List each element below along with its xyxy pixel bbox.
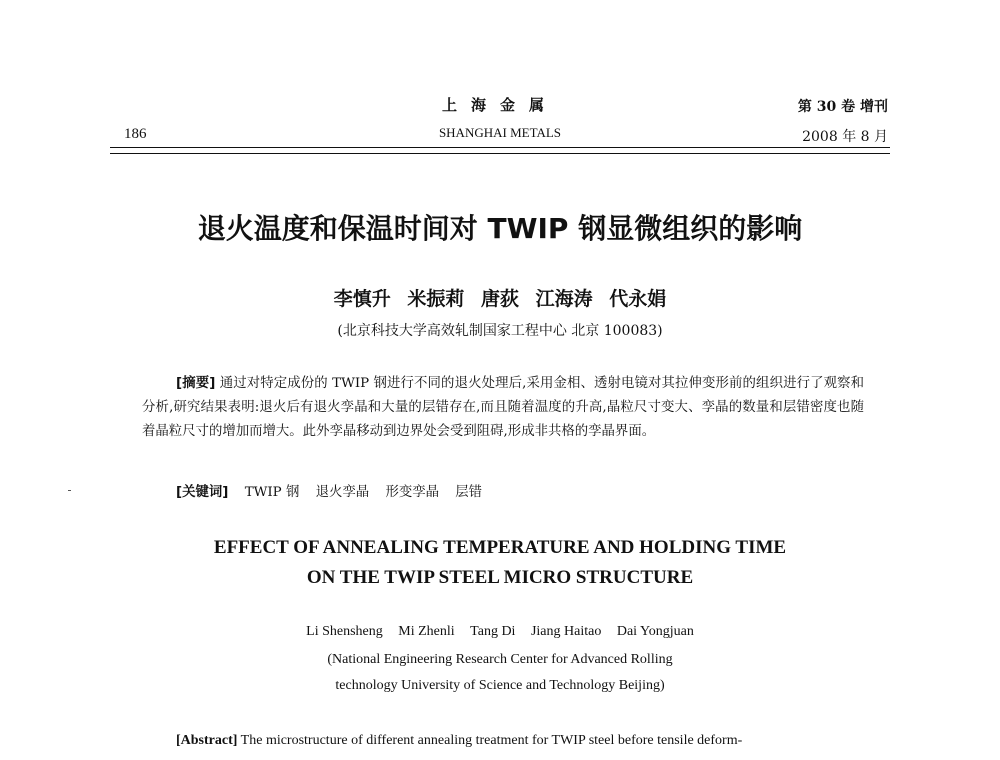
journal-name-en: SHANGHAI METALS bbox=[438, 125, 562, 140]
volume-info: 第 30 卷 增刊 bbox=[797, 99, 888, 115]
keywords-cn bbox=[176, 481, 482, 500]
abstract-en-text: The microstructure of different annealing treatment for TWIP steel before tensile deform- bbox=[240, 733, 743, 748]
authors-en bbox=[0, 624, 1000, 640]
keywords-cn-label: [关键词] bbox=[176, 485, 229, 500]
author-en: Jiang Haitao bbox=[530, 624, 602, 639]
author-en: Mi Zhenli bbox=[398, 624, 455, 639]
page-number: 186 bbox=[124, 126, 147, 142]
author-en: Li Shensheng bbox=[306, 624, 383, 639]
author-en: Tang Di bbox=[470, 624, 516, 639]
paper-title-cn: 退火温度和保温时间对 TWIP 钢显微组织的影响 bbox=[197, 212, 803, 245]
paper-title-en-line1: EFFECT OF ANNEALING TEMPERATURE AND HOLDING TIME bbox=[213, 537, 787, 558]
affiliation-en-line1: (National Engineering Research Center for Advanced Rolling bbox=[327, 652, 673, 667]
keyword: TWIP 钢 bbox=[244, 485, 300, 500]
authors-cn: 李慎升 米振莉 唐荻 江海涛 代永娟 bbox=[333, 288, 667, 310]
author-en: Dai Yongjuan bbox=[616, 624, 694, 639]
issue-date: 2008 年 8 月 bbox=[802, 129, 888, 145]
affiliation-cn: (北京科技大学高效轧制国家工程中心 北京 100083) bbox=[337, 323, 663, 339]
journal-name-cn: 上海金属 bbox=[441, 96, 558, 114]
keyword: 退火孪晶 bbox=[315, 485, 370, 500]
keyword: 形变孪晶 bbox=[385, 485, 439, 500]
abstract-cn-text: 通过对特定成份的 TWIP 钢进行不同的退火处理后,采用金相、透射电镜对其拉伸变形前的组织进行了观察和分析,研究结果表明:退火后有退火孪晶和大量的层错存在,而且随着温度的升高,晶粒尺寸变大、孪晶的数量和层错密度也随着晶粒尺寸的增加而增大。此外孪晶移动到边界处会受到阻碍,形成非共格的孪晶界面。 bbox=[142, 376, 864, 439]
affiliation-en-line2: technology University of Science and Technology Beijing) bbox=[335, 678, 665, 693]
abstract-cn bbox=[142, 372, 864, 444]
abstract-en-label: [Abstract] bbox=[176, 733, 238, 748]
header-rule-top bbox=[110, 147, 890, 148]
abstract-cn-label: [摘要] bbox=[176, 376, 216, 391]
scan-mark bbox=[68, 490, 71, 491]
abstract-en bbox=[176, 733, 742, 749]
header-rule-bottom bbox=[110, 153, 890, 154]
paper-title-en-line2: ON THE TWIP STEEL MICRO STRUCTURE bbox=[306, 567, 694, 588]
keyword: 层错 bbox=[455, 485, 483, 500]
